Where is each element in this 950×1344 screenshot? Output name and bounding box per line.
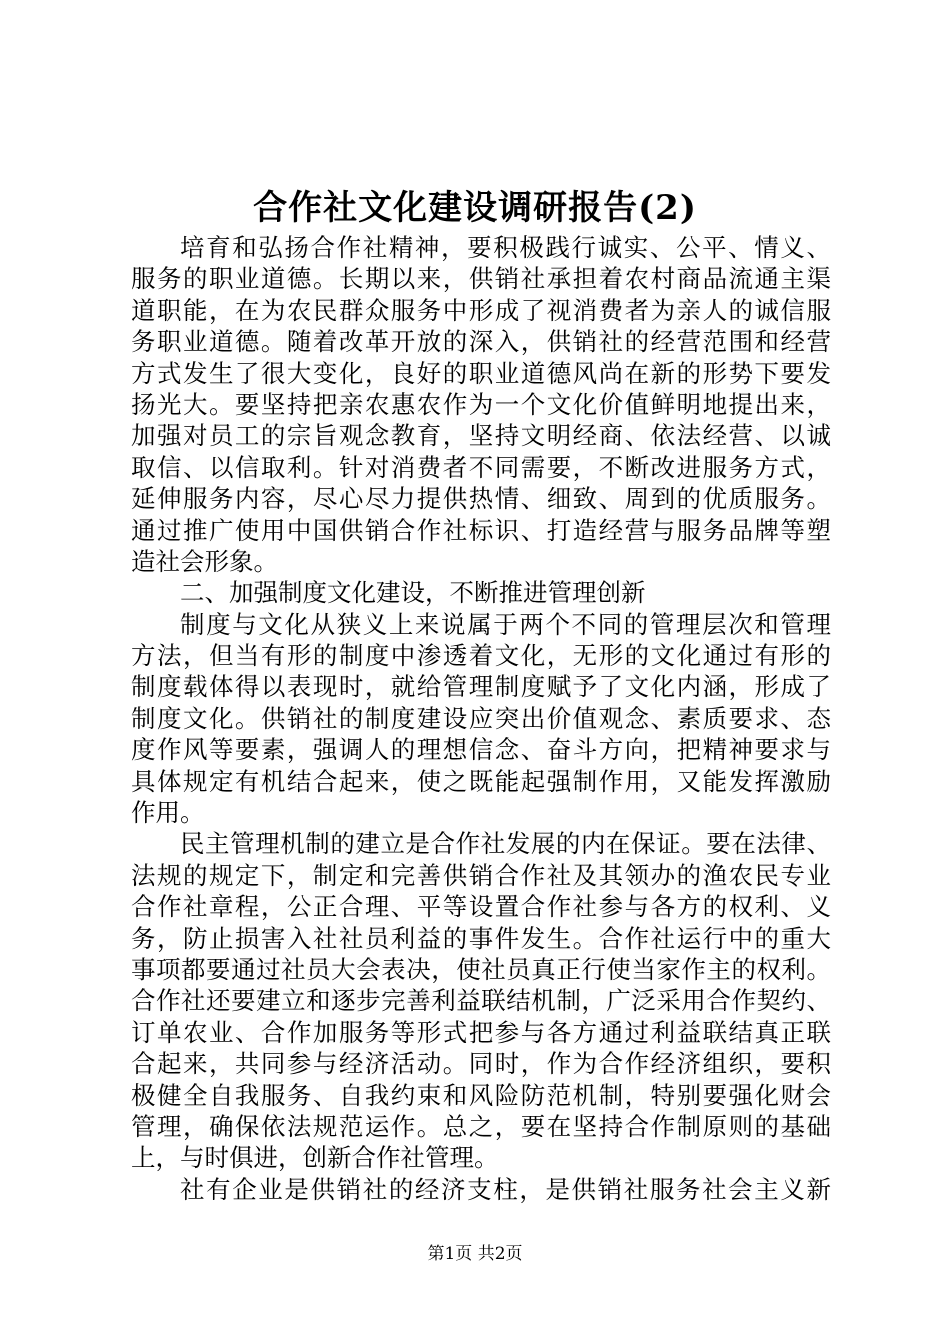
page-footer: 第1页 共2页 [427, 1244, 523, 1264]
text-line: 扬光大。要坚持把亲农惠农作为一个文化价值鲜明地提出来， [131, 389, 831, 419]
text-line: 合起来，共同参与经济活动。同时，作为合作经济组织，要积 [131, 1049, 831, 1079]
text-line: 道职能，在为农民群众服务中形成了视消费者为亲人的诚信服 [131, 295, 831, 325]
text-line: 民主管理机制的建立是合作社发展的内在保证。要在法律、 [180, 829, 831, 859]
text-line: 务，防止损害入社社员利益的事件发生。合作社运行中的重大 [131, 923, 831, 953]
text-line: 管理，确保依法规范运作。总之，要在坚持合作制原则的基础 [131, 1111, 831, 1141]
text-line: 培育和弘扬合作社精神，要积极践行诚实、公平、情义、 [180, 233, 831, 262]
text-line: 务职业道德。随着改革开放的深入，供销社的经营范围和经营 [131, 327, 831, 357]
text-line: 社有企业是供销社的经济支柱，是供销社服务社会主义新 [180, 1174, 831, 1204]
text-line: 法规的规定下，制定和完善供销合作社及其领办的渔农民专业 [131, 860, 831, 890]
text-line: 二、加强制度文化建设，不断推进管理创新 [180, 578, 646, 608]
text-line: 度作风等要素，强调人的理想信念、奋斗方向，把精神要求与 [131, 735, 831, 765]
text-line: 上，与时俱进，创新合作社管理。 [131, 1143, 499, 1173]
text-line: 加强对员工的宗旨观念教育，坚持文明经商、依法经营、以诚 [131, 421, 831, 451]
text-line: 合作社还要建立和逐步完善利益联结机制，广泛采用合作契约、 [131, 986, 831, 1016]
text-line: 事项都要通过社员大会表决，使社员真正行使当家作主的权利。 [131, 954, 831, 984]
text-line: 通过推广使用中国供销合作社标识、打造经营与服务品牌等塑 [131, 515, 831, 545]
text-line: 极健全自我服务、自我约束和风险防范机制，特别要强化财会 [131, 1080, 831, 1110]
text-line: 订单农业、合作加服务等形式把参与各方通过利益联结真正联 [131, 1017, 831, 1047]
text-line: 制度与文化从狭义上来说属于两个不同的管理层次和管理 [180, 609, 831, 639]
text-line: 作用。 [131, 798, 205, 828]
document-title: 合作社文化建设调研报告(2) [253, 188, 697, 228]
document-body [131, 232, 831, 1205]
text-line: 制度载体得以表现时，就给管理制度赋予了文化内涵，形成了 [131, 672, 831, 702]
text-line: 服务的职业道德。长期以来，供销社承担着农村商品流通主渠 [131, 264, 831, 294]
text-line: 取信、以信取利。针对消费者不同需要，不断改进服务方式， [131, 452, 831, 482]
text-line: 方法，但当有形的制度中渗透着文化，无形的文化通过有形的 [131, 641, 831, 671]
text-line: 造社会形象。 [131, 546, 278, 576]
text-line: 合作社章程，公正合理、平等设置合作社参与各方的权利、义 [131, 892, 831, 922]
text-line: 延伸服务内容，尽心尽力提供热情、细致、周到的优质服务。 [131, 484, 831, 514]
text-line: 具体规定有机结合起来，使之既能起强制作用，又能发挥激励 [131, 766, 831, 796]
text-line: 方式发生了很大变化，良好的职业道德风尚在新的形势下要发 [131, 358, 831, 388]
text-line: 制度文化。供销社的制度建设应突出价值观念、素质要求、态 [131, 703, 831, 733]
